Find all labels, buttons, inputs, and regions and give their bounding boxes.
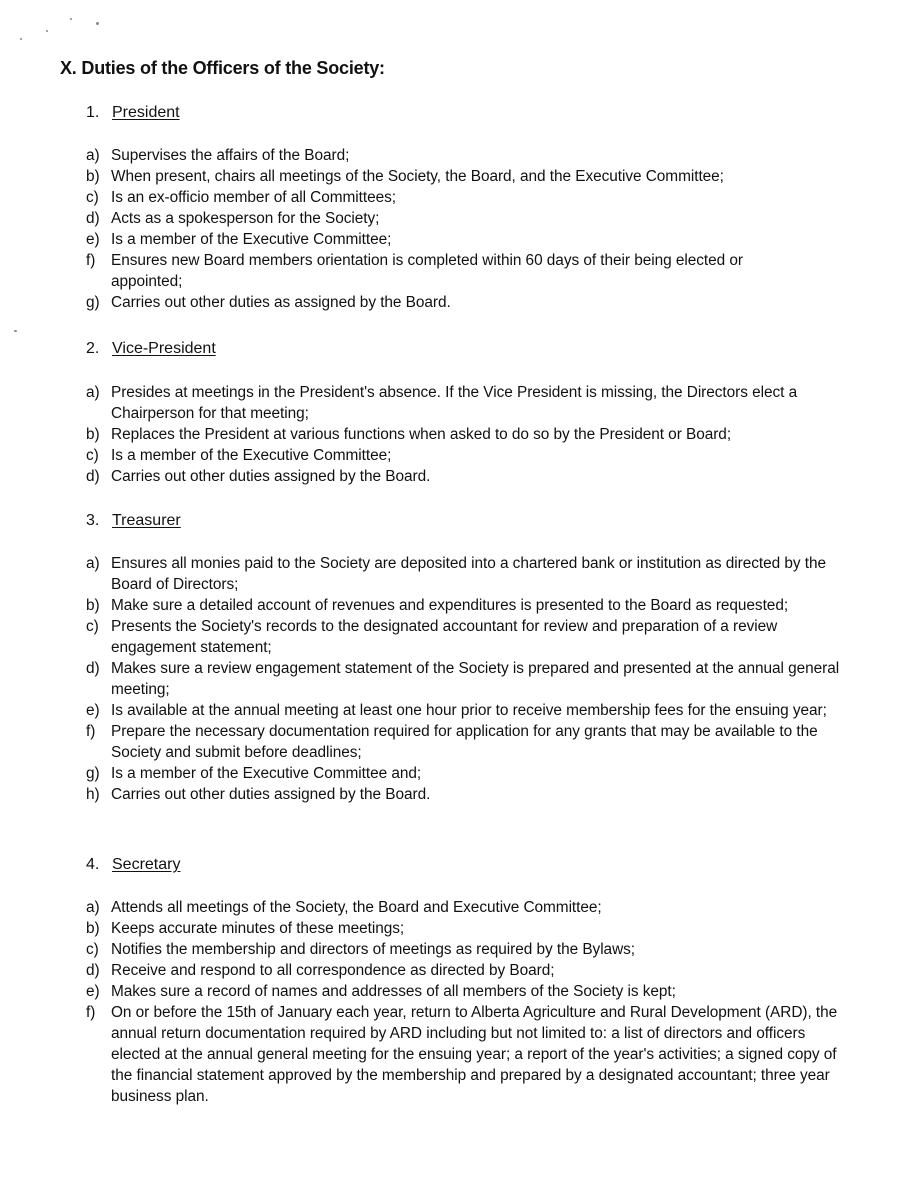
list-item (86, 981, 856, 1002)
item-letter: b) (86, 426, 100, 443)
list-item (86, 166, 856, 187)
item-letter: f) (86, 1004, 96, 1021)
list-item (86, 187, 856, 208)
item-letter: a) (86, 147, 100, 164)
item-text: When present, chairs all meetings of the Society, the Board, and the Executive Committee; (111, 168, 724, 185)
item-letter: c) (86, 447, 99, 464)
section-number: 4. (86, 856, 100, 873)
item-text: Is a member of the Executive Committee and; (111, 765, 422, 782)
item-letter: b) (86, 920, 100, 937)
item-letter: a) (86, 555, 100, 572)
item-letter: h) (86, 786, 100, 803)
list-item (86, 616, 856, 658)
item-letter: b) (86, 168, 100, 185)
item-letter: d) (86, 468, 100, 485)
item-letter: d) (86, 962, 100, 979)
item-letter: a) (86, 384, 100, 401)
list-item (86, 763, 856, 784)
list-item (86, 784, 856, 805)
item-text: Makes sure a record of names and addresses of all members of the Society is kept; (111, 983, 676, 1000)
item-letter: e) (86, 702, 100, 719)
list-item (86, 658, 856, 700)
item-text: Presides at meetings in the President's absence. If the Vice President is missing, the Directors elect a Chairperson for that meeting; (111, 384, 798, 422)
item-text: Carries out other duties assigned by the Board. (111, 468, 431, 485)
item-letter: d) (86, 660, 100, 677)
item-text: Replaces the President at various functions when asked to do so by the President or Board; (111, 426, 732, 443)
item-text: Is a member of the Executive Committee; (111, 231, 392, 248)
list-item (86, 208, 856, 229)
item-text: Ensures new Board members orientation is completed within 60 days of their being elected or appointed; (111, 252, 743, 290)
list-item (86, 553, 856, 595)
section-title: President (112, 104, 180, 121)
list-item (86, 145, 856, 166)
section-title: Secretary (112, 856, 181, 873)
list-item (86, 700, 856, 721)
section-heading-secretary (86, 855, 180, 875)
list-item (86, 445, 856, 466)
section-number: 1. (86, 104, 100, 121)
item-letter: b) (86, 597, 100, 614)
item-text: Supervises the affairs of the Board; (111, 147, 350, 164)
treasurer-duties-list (86, 553, 856, 805)
list-item (86, 918, 856, 939)
list-item (86, 939, 856, 960)
item-letter: d) (86, 210, 100, 227)
section-heading-president (86, 103, 180, 123)
list-item (86, 960, 856, 981)
list-item (86, 382, 856, 424)
section-title: Vice-President (112, 340, 216, 357)
item-text: Carries out other duties as assigned by the Board. (111, 294, 451, 311)
item-text: Acts as a spokesperson for the Society; (111, 210, 380, 227)
list-item (86, 466, 856, 487)
item-text: Is available at the annual meeting at least one hour prior to receive membership fees for the ensuing year; (111, 702, 827, 719)
secretary-duties-list (86, 897, 856, 1107)
item-text: Prepare the necessary documentation required for application for any grants that may be available to the Society and submit before deadlines; (111, 723, 818, 761)
vice-president-duties-list (86, 382, 856, 487)
item-text: Is a member of the Executive Committee; (111, 447, 392, 464)
list-item (86, 595, 856, 616)
item-letter: c) (86, 618, 99, 635)
item-text: Ensures all monies paid to the Society are deposited into a chartered bank or institution as directed by the Board of Directors; (111, 555, 826, 593)
list-item (86, 250, 856, 292)
list-item (86, 229, 856, 250)
item-letter: e) (86, 231, 100, 248)
section-number: 2. (86, 340, 100, 357)
president-duties-list (86, 145, 856, 313)
item-text: Make sure a detailed account of revenues and expenditures is presented to the Board as requested; (111, 597, 789, 614)
item-letter: c) (86, 189, 99, 206)
list-item (86, 424, 856, 445)
section-number: 3. (86, 512, 100, 529)
list-item (86, 721, 856, 763)
item-text: Is an ex-officio member of all Committees; (111, 189, 397, 206)
item-letter: f) (86, 252, 96, 269)
item-text: Notifies the membership and directors of meetings as required by the Bylaws; (111, 941, 636, 958)
item-letter: f) (86, 723, 96, 740)
section-heading-vice-president (86, 339, 216, 359)
item-letter: a) (86, 899, 100, 916)
list-item (86, 897, 856, 918)
item-letter: g) (86, 765, 100, 782)
item-text: Carries out other duties assigned by the Board. (111, 786, 431, 803)
item-text: Keeps accurate minutes of these meetings; (111, 920, 405, 937)
item-letter: e) (86, 983, 100, 1000)
item-text: Makes sure a review engagement statement of the Society is prepared and presented at the annual general meeting; (111, 660, 840, 698)
section-title: Treasurer (112, 512, 181, 529)
list-item (86, 1002, 856, 1107)
item-text: Attends all meetings of the Society, the Board and Executive Committee; (111, 899, 602, 916)
list-item (86, 292, 856, 313)
item-text: On or before the 15th of January each year, return to Alberta Agriculture and Rural Development (ARD), the annual return documentation required by ARD including but not limited to: a list of directors and officers elected at the annual general meeting for the ensuing year; a report of the year's activities; a signed copy of the financial statement approved by the membership and prepared by a designated accountant; three year business plan. (111, 1004, 838, 1105)
section-heading-treasurer (86, 511, 181, 531)
page-title: X. Duties of the Officers of the Society: (60, 58, 385, 78)
item-text: Receive and respond to all correspondence as directed by Board; (111, 962, 555, 979)
item-text: Presents the Society's records to the designated accountant for review and preparation of a review engagement statement; (111, 618, 778, 656)
item-letter: c) (86, 941, 99, 958)
item-letter: g) (86, 294, 100, 311)
